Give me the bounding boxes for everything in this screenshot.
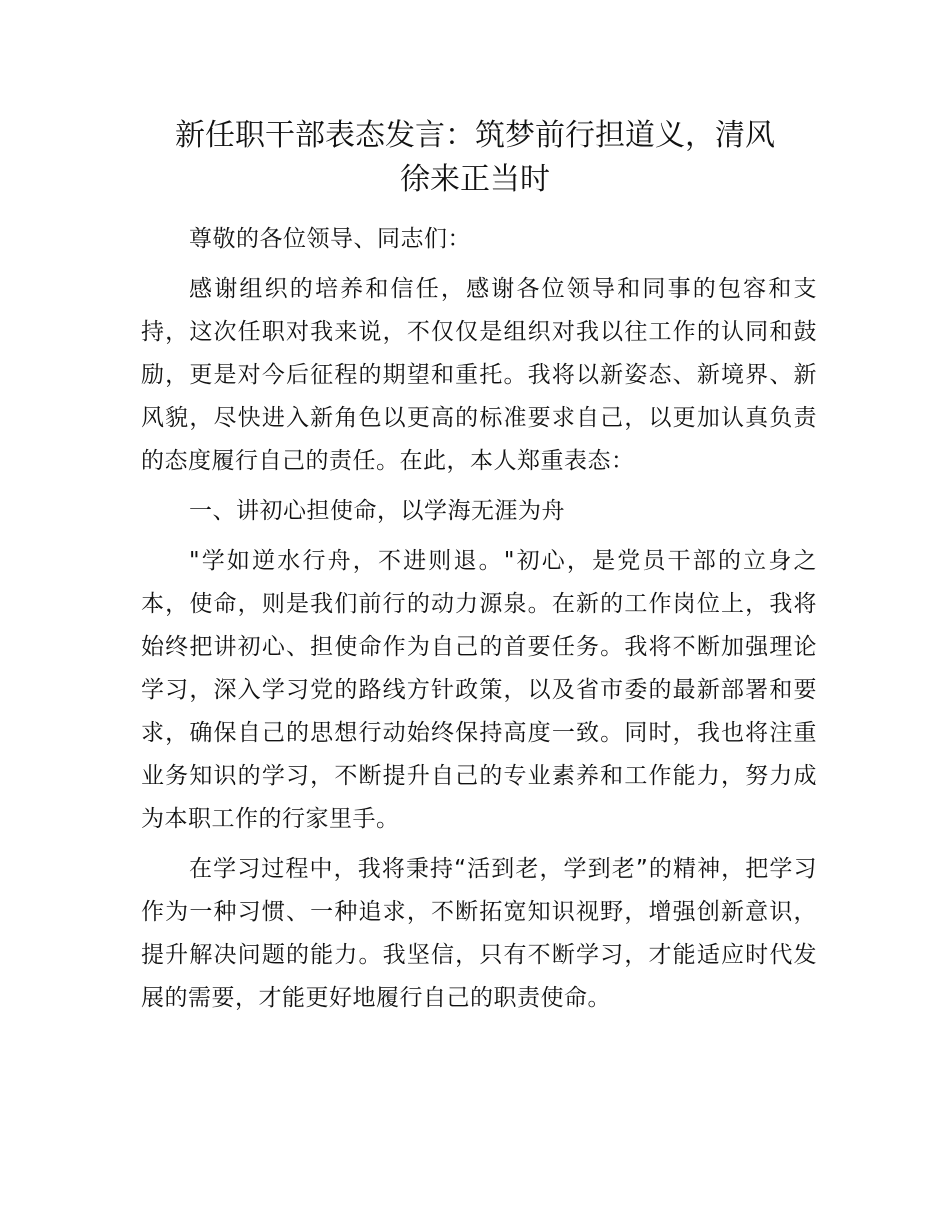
document-body <box>141 218 817 1027</box>
section-heading-1: 一、讲初心担使命，以学海无涯为舟 <box>189 498 565 524</box>
paragraph-intro: 感谢组织的培养和信任，感谢各位领导和同事的包容和支持，这次任职对我来说，不仅仅是组织对我以往工作的认同和鼓励，更是对今后征程的期望和重托。我将以新姿态、新境界、新风貌，尽快进入新角色以更高的标准要求自己，以更加认真负责的态度履行自己的责任。在此，本人郑重表态： <box>141 276 817 474</box>
paragraph-learning: 在学习过程中，我将秉持“活到老，学到老”的精神，把学习作为一种习惯、一种追求，不断拓宽知识视野，增强创新意识，提升解决问题的能力。我坚信，只有不断学习，才能适应时代发展的需要，才能更好地履行自己的职责使命。 <box>141 856 817 1011</box>
page-title <box>140 114 810 202</box>
title-line-2: 徐来正当时 <box>400 162 550 197</box>
salutation: 尊敬的各位领导、同志们： <box>189 226 471 252</box>
title-line-1: 新任职干部表态发言：筑梦前行担道义，清风 <box>175 118 775 153</box>
paragraph-section-1: "学如逆水行舟，不进则退。"初心，是党员干部的立身之本，使命，则是我们前行的动力源泉。在新的工作岗位上，我将始终把讲初心、担使命作为自己的首要任务。我将不断加强理论学习，深入学习党的路线方针政策，以及省市委的最新部署和要求，确保自己的思想行动始终保持高度一致。同时，我也将注重业务知识的学习，不断提升自己的专业素养和工作能力，努力成为本职工作的行家里手。 <box>141 548 817 832</box>
